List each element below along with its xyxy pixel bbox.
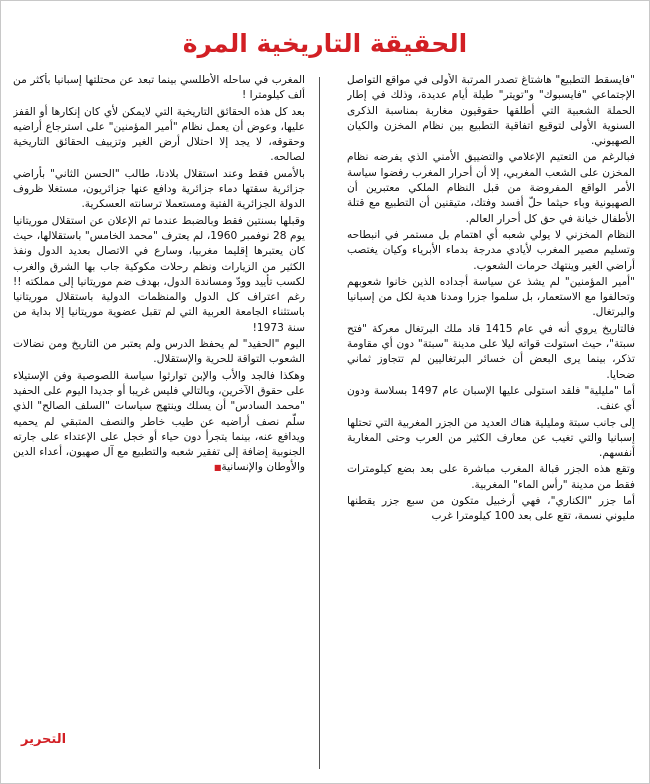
paragraph: "أمير المؤمنين" لم يشذ عن سياسة أجداده الذين خانوا شعوبهم وتحالفوا مع الاستعمار، بل سلموا جزرا ومدنا هدية لكل من إسبانيا والبرتغال. [347,275,635,319]
paragraph: بعد كل هذه الحقائق التاريخية التي لايمكن لأي كان إنكارها أو القفز عليها، وعوض أن يعمل نظام "أمير المؤمنين" على استرجاع أراضيه وحقوقه، لا يجد إلا احتلال أرض الغير وتزييف الحقائق التاريخية لصالحه. [13,105,305,164]
right-column [347,73,635,777]
paragraph: "فايسقط التطبيع" هاشتاغ تصدر المرتبة الأولى في مواقع التواصل الإجتماعي "فايسبوك" و"تويتر" طيلة أيام عديدة، وذلك في إطار الحملة الشعبية التي أطلقها حقوقيون مغاربة بمناسبة الذكرى السنوية الأولى لتوقيع اتفاقية التطبيع بين نظام المخزن والكيان الصهيوني. [347,74,635,148]
signature: التحرير [21,732,67,747]
paragraph: فالتاريخ يروي أنه في عام 1415 قاد ملك البرتغال معركة "فتح سبتة"، حيث استولت قواته ليلا على مدينة "سبتة" دون أي مقاومة تذكر، بينما يرى البعض أن خسائر البرتغاليين لم تتجاوز ثماني ضحايا. [347,322,635,381]
final-paragraph [13,369,305,476]
article-title: الحقيقة التاريخية المرة [182,29,468,58]
end-mark: ■ [213,463,222,473]
paragraph-text: وهكذا فالجد والأب والإبن توارثوا سياسة اللصوصية وفن الإستيلاء على حقوق الآخرين، وبالتالي فليس غريبا أو جديدا اليوم على الحفيد "محمد السادس" أن يسلك وينتهج سياسات "السلف الصالح" الذي سلّم نصف أراضيه عن طيب خاطر والنصف المتبقي لم يحميه ويدافع عنه، بينما يتجرأ دون حياء أو خجل على الإعتداء على جارته الجنوبية إضافة إلى تفقير شعبه والتطبيع مع آل صهيون، أعداء الدين والأوطان والإنسانية [13,369,305,474]
paragraph: المغرب في ساحله الأطلسي بينما تبعد عن محتلتها إسبانيا بأكثر من ألف كيلومترا ! [13,74,305,102]
paragraph: اليوم "الحفيد" لم يحفظ الدرس ولم يعتبر من التاريخ ومن نضالات الشعوب التواقة للحرية والإستقلال. [13,338,305,366]
column-divider [319,77,320,769]
paragraph: وتقع هذه الجزر قبالة المغرب مباشرة على بعد بضع كيلومترات فقط من مدينة "رأس الماء" المغربية. [347,463,635,491]
paragraph: بالأمس فقط وعند استقلال بلادنا، طالب "الحسن الثاني" بأراضي جزائرية سقتها دماء جزائرية ودافع عنها جزائريون، مستغلا ظروف الدولة الجزائرية الفتية ومستعملا ترسانته العسكرية. [13,167,305,211]
paragraph: أما جزر "الكناري"، فهي أرخبيل متكون من سبع جزر يقطنها مليوني نسمة، تقع على بعد 100 كيلومترا غرب [347,495,635,523]
paragraph: النظام المخزني لا يولي شعبه أي اهتمام بل مستمر في انبطاحه وتسليم مصير المغرب لأيادي مدرجة بدماء الأبرياء وكيان يغتصب أراضي الغير وينتهك حرمات الشعوب. [347,228,635,272]
paragraph: إلى جانب سبتة ومليلية هناك العديد من الجزر المغربية التي تحتلها إسبانيا والتي تغيب عن معارف الكثير من العرب وحتى المغاربة أنفسهم. [347,416,635,460]
paragraph: وقبلها بسنتين فقط وبالضبط عندما تم الإعلان عن استقلال موريتانيا يوم 28 نوفمبر 1960، لم يعترف "محمد الخامس" باستقلالها، حيث كان يعتبرها إقليما مغربيا، وسارع في الاتصال بعديد الدول ونفذ الكثير من الزيارات ونظم رحلات مكوكية جاب بها الشرق والغرب لكسب تأييد وودّ ومساندة الدول، بهدف ضم موريتانيا إلى مملكته !! رغم اعتراف كل الدول والمنظمات الدولية باستقلال موريتانيا باستثناء الجامعة العربية التي لم تقبل عضوية موريتانيا إلا بداية من سنة 1973! [13,214,305,334]
paragraph: أما "مليلية" فلقد استولى عليها الإسبان عام 1497 بسلاسة ودون أي عنف. [347,384,635,413]
paragraph: فبالرغم من التعتيم الإعلامي والتضييق الأمني الذي يفرضه نظام المخزن على الشعب المغربي، إلا أن أحرار المغرب رفضوا سياسة الأمر الواقع المفروضة من قبل النظام الملكي معتبرين أن الصهيونية وباء حيثما حلّ أفسد وفتك، متيقنين أن التطبيع مع قتلة الأطفال خيانة في حق كل أحرار العالم. [347,151,635,225]
left-column [13,73,305,777]
